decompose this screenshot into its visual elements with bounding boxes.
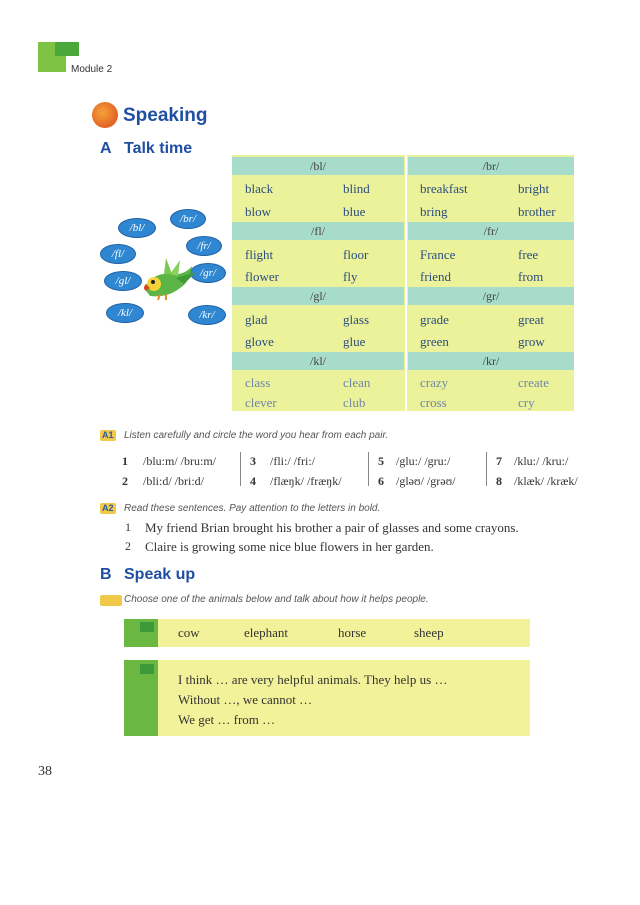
- bubble-bl: /bl/: [118, 218, 156, 238]
- word: flower: [245, 269, 279, 284]
- animals-box-accent: [140, 622, 154, 632]
- bubble-fr: /fr/: [186, 236, 222, 256]
- word: breakfast: [420, 181, 468, 196]
- table-divider: [405, 155, 407, 411]
- word: clever: [245, 395, 277, 410]
- sound-header-br: /br/: [408, 157, 574, 175]
- module-marker-accent: [55, 42, 79, 56]
- sound-header-kl: /kl/: [232, 352, 404, 370]
- a1-instruction: Listen carefully and circle the word you hear from each pair.: [124, 430, 389, 441]
- section-a-title: Talk time: [124, 140, 193, 157]
- a1-item: /blu:m/ /bru:m/: [143, 454, 217, 468]
- word: cross: [420, 395, 447, 410]
- a2-sentence-num: 1: [125, 520, 131, 534]
- sound-header-gl: /gl/: [232, 287, 404, 305]
- sound-header-fr: /fr/: [408, 222, 574, 240]
- a1-item: /flæŋk/ /fræŋk/: [270, 474, 342, 488]
- word: black: [245, 181, 274, 196]
- model-sentence: We get … from …: [178, 712, 276, 727]
- word: green: [420, 334, 449, 349]
- word: create: [518, 375, 550, 390]
- word: glove: [245, 334, 274, 349]
- page-number: 38: [38, 764, 52, 779]
- bubble-fl: /fl/: [100, 244, 136, 264]
- word: glass: [343, 312, 369, 327]
- word: brother: [518, 204, 556, 219]
- a2-sentence-num: 2: [125, 539, 131, 553]
- module-label: Module 2: [71, 64, 113, 75]
- a1-item-num: 8: [496, 474, 502, 488]
- a1-item: /gləʊ/ /grəʊ/: [396, 474, 456, 488]
- sound-header-kr: /kr/: [408, 352, 574, 370]
- sound-header-fl: /fl/: [232, 222, 404, 240]
- divider: [368, 452, 369, 486]
- word: great: [518, 312, 544, 327]
- a1-tag: A1: [102, 430, 114, 440]
- a1-item-num: 7: [496, 454, 502, 468]
- sound-header-gr: /gr/: [408, 287, 574, 305]
- word: floor: [343, 247, 369, 262]
- word: glad: [245, 312, 268, 327]
- word: blind: [343, 181, 370, 196]
- model-box-accent: [140, 664, 154, 674]
- bubble-gr: /gr/: [190, 263, 226, 283]
- word: bring: [420, 204, 448, 219]
- parrot-illustration: [140, 258, 198, 302]
- word: flight: [245, 247, 274, 262]
- a2-sentence: Claire is growing some nice blue flowers in her garden.: [145, 539, 434, 554]
- word: bright: [518, 181, 550, 196]
- section-a-letter: A: [100, 140, 112, 157]
- divider: [486, 452, 487, 486]
- word: France: [420, 247, 456, 262]
- bubble-gl: /gl/: [104, 271, 142, 291]
- b-tag: [100, 595, 122, 606]
- word: glue: [343, 334, 366, 349]
- a1-item-num: 5: [378, 454, 384, 468]
- a1-item: /glu:/ /gru:/: [396, 454, 451, 468]
- word: clean: [343, 375, 371, 390]
- section-b-letter: B: [100, 566, 112, 583]
- animal-sheep: sheep: [414, 625, 444, 640]
- word: crazy: [420, 375, 449, 390]
- bubble-br: /br/: [170, 209, 206, 229]
- word: from: [518, 269, 544, 284]
- animal-elephant: elephant: [244, 625, 289, 640]
- word: blue: [343, 204, 366, 219]
- a1-item-num: 6: [378, 474, 384, 488]
- bubble-kr: /kr/: [188, 305, 226, 325]
- word: club: [343, 395, 366, 410]
- a1-item: /klu:/ /kru:/: [514, 454, 569, 468]
- word: class: [245, 375, 271, 390]
- a2-tag: A2: [102, 503, 114, 513]
- word: fly: [343, 269, 358, 284]
- a1-item-num: 2: [122, 474, 128, 488]
- bubble-kl: /kl/: [106, 303, 144, 323]
- animal-cow: cow: [178, 625, 200, 640]
- microphone-icon: [92, 102, 118, 128]
- a1-item: /fli:/ /fri:/: [270, 454, 315, 468]
- a1-item: /bli:d/ /bri:d/: [143, 474, 205, 488]
- a1-item: /klæk/ /kræk/: [514, 474, 578, 488]
- animal-horse: horse: [338, 625, 367, 640]
- model-sentence: I think … are very helpful animals. They help us …: [178, 672, 448, 687]
- b-instruction: Choose one of the animals below and talk about how it helps people.: [124, 594, 429, 605]
- word: blow: [245, 204, 271, 219]
- model-sentence: Without …, we cannot …: [178, 692, 313, 707]
- a1-item-num: 4: [250, 474, 256, 488]
- section-b-title: Speak up: [124, 566, 196, 583]
- a2-instruction: Read these sentences. Pay attention to the letters in bold.: [124, 503, 381, 514]
- sound-header-bl: /bl/: [232, 157, 404, 175]
- a1-item-num: 3: [250, 454, 256, 468]
- word: grow: [518, 334, 545, 349]
- word: friend: [420, 269, 452, 284]
- a1-item-num: 1: [122, 454, 128, 468]
- word: grade: [420, 312, 449, 327]
- speaking-title: Speaking: [123, 105, 208, 126]
- word: free: [518, 247, 539, 262]
- word: cry: [518, 395, 535, 410]
- divider: [240, 452, 241, 486]
- a2-sentence: My friend Brian brought his brother a pair of glasses and some crayons.: [145, 520, 519, 535]
- phonics-table: [232, 155, 574, 411]
